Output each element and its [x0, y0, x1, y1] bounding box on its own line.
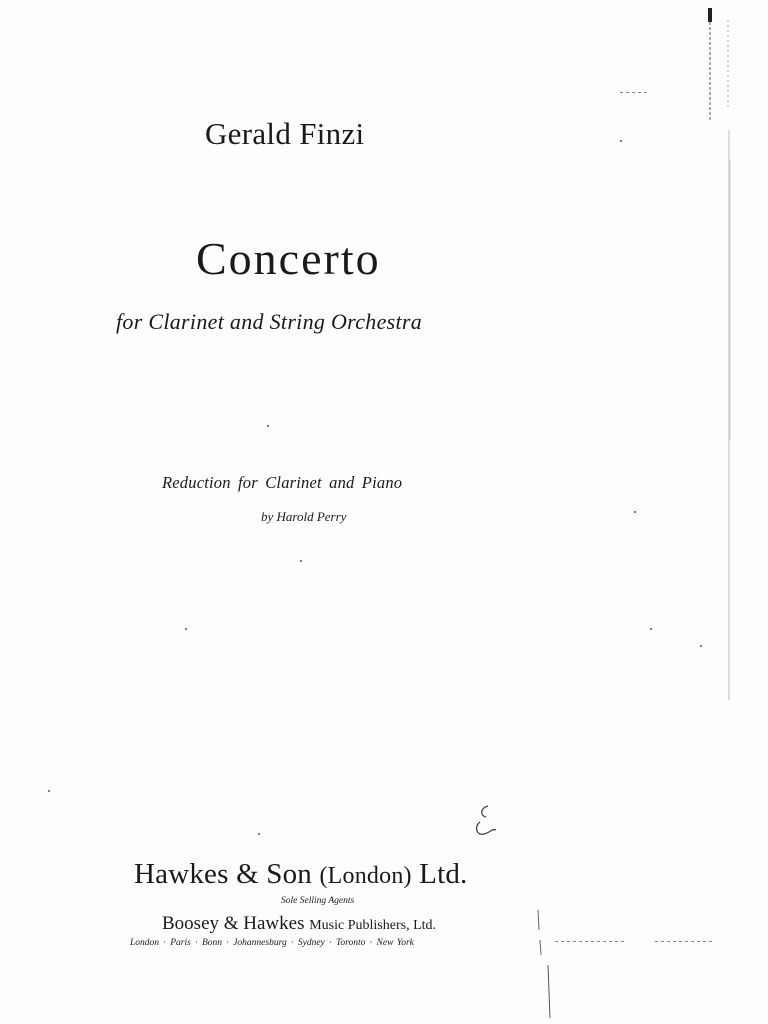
scan-speck [650, 628, 652, 630]
city: London [130, 938, 160, 948]
reduction-note: Reduction for Clarinet and Piano [162, 473, 403, 492]
city: New York [376, 938, 414, 948]
separator-dot: · [226, 938, 230, 948]
scan-speck [185, 628, 187, 630]
composer-name: Gerald Finzi [205, 116, 365, 151]
work-title: Concerto [196, 233, 381, 284]
scan-artifact-line [655, 941, 715, 942]
city: Bonn [201, 938, 223, 948]
publisher-name-main: Hawkes & Son [134, 858, 313, 890]
separator-dot: · [290, 938, 294, 948]
agent-name [162, 913, 436, 935]
agent-name-suffix: Music Publishers, Ltd. [309, 918, 437, 933]
scan-speck [48, 790, 50, 792]
scan-speck [620, 140, 622, 142]
separator-dot: · [194, 938, 198, 948]
agent-name-main: Boosey & Hawkes [162, 913, 305, 934]
publisher-name-paren: (London) [319, 863, 412, 889]
scan-speck [634, 511, 636, 513]
separator-dot: · [328, 938, 332, 948]
scan-artifact-marks [532, 910, 562, 1020]
scan-speck [700, 645, 702, 647]
scan-artifact-line [555, 941, 625, 942]
separator-dot: · [369, 938, 373, 948]
publisher-name [134, 858, 468, 891]
handwritten-mark [466, 800, 506, 840]
city-list [130, 938, 414, 948]
city: Sydney [297, 938, 325, 948]
scan-artifact-line [620, 92, 650, 93]
work-subtitle: for Clarinet and String Orchestra [116, 309, 423, 334]
city: Paris [170, 938, 191, 948]
scan-edge-artifact [704, 0, 744, 1024]
scan-speck [267, 425, 269, 427]
sole-agents-label: Sole Selling Agents [281, 896, 355, 906]
publisher-name-end: Ltd. [419, 858, 468, 890]
separator-dot: · [163, 938, 167, 948]
scan-speck [300, 560, 302, 562]
scan-speck [258, 833, 260, 835]
city: Johannesburg [233, 938, 287, 948]
arranger-credit: by Harold Perry [261, 509, 347, 524]
city: Toronto [335, 938, 366, 948]
